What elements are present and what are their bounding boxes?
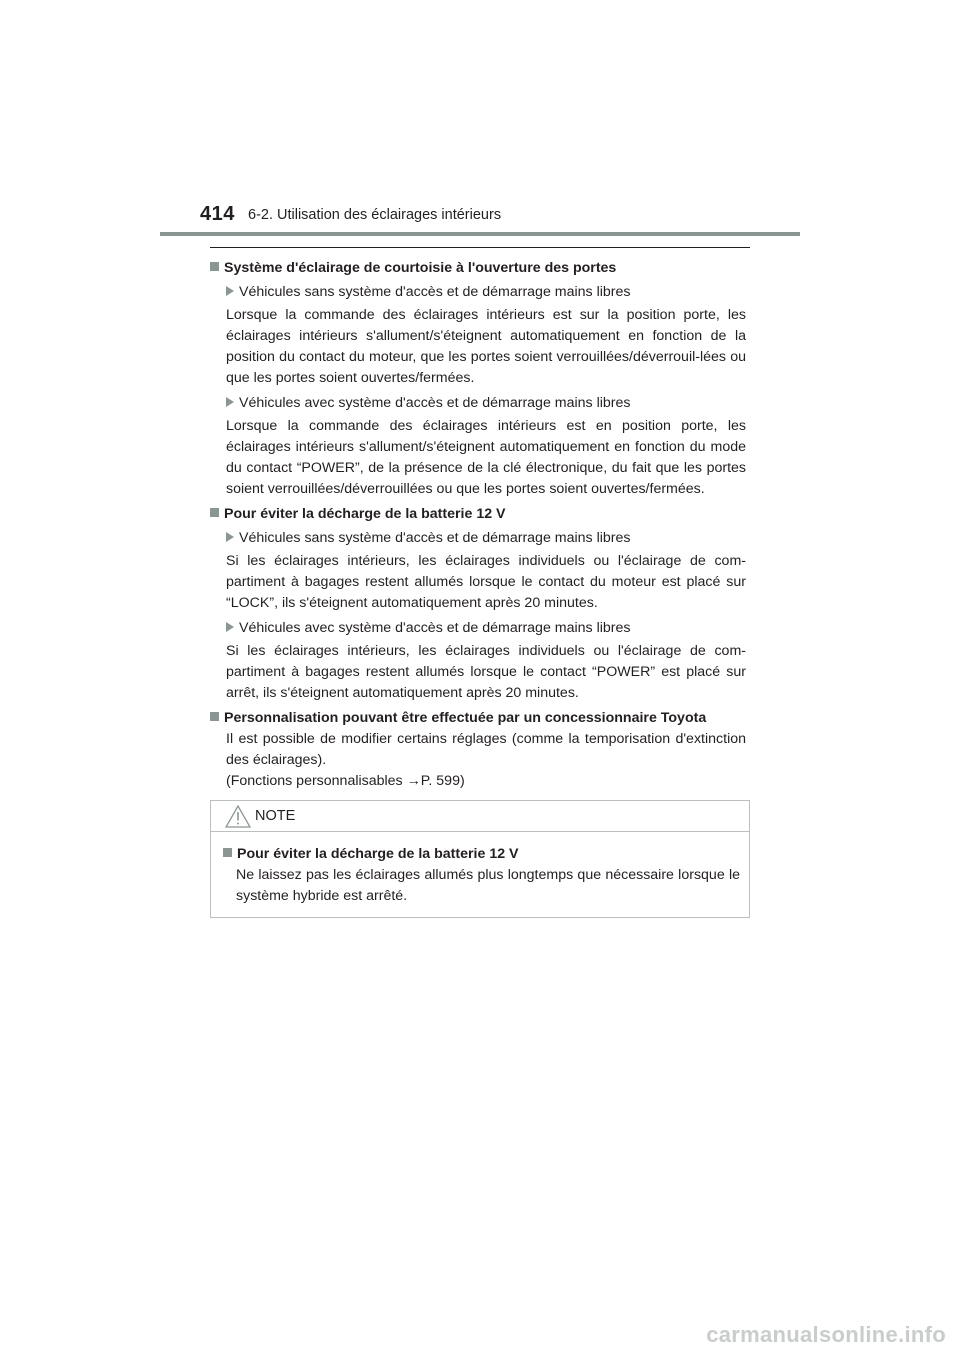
square-bullet-icon <box>210 508 219 517</box>
triangle-bullet-icon <box>226 286 234 296</box>
note-section-heading-text: Pour éviter la décharge de la batterie 12 V <box>237 846 519 862</box>
content-rule <box>210 247 750 248</box>
sub-heading <box>226 282 746 303</box>
main-content <box>210 258 746 796</box>
paragraph: Lorsque la commande des éclairages intérieurs est en position porte, les éclairages intérieurs s'allument/s'éteignent automatiquement en fonction du mode du contact “POWER”, de la présence de la clé électronique, du fait que les portes soient verrouillées/déverrouillées ou que les portes soient ouvertes/fermées. <box>226 418 746 497</box>
sub-heading <box>226 393 746 414</box>
page-number: 414 <box>200 203 235 225</box>
note-body <box>211 832 749 907</box>
paragraph: Lorsque la commande des éclairages intérieurs est sur la position porte, les éclairages intérieurs s'allument/s'éteignent automatiquement en fonction de la position du contact du moteur, que les portes soient verrouillées/déverrouil-lées ou que les portes soient ouvertes/fermées. <box>226 307 746 386</box>
paragraph: Si les éclairages intérieurs, les éclairages individuels ou l'éclairage de com-partiment à bagages restent allumés lorsque le contact du moteur est placé sur “LOCK”, ils s'éteignent automatiquement après 20 minutes. <box>226 553 746 611</box>
cross-reference: (Fonctions personnalisables →P. 599) <box>226 773 465 789</box>
note-title: NOTE <box>255 808 296 824</box>
square-bullet-icon <box>223 848 232 857</box>
section-heading-text: Pour éviter la décharge de la batterie 12 V <box>224 506 506 522</box>
note-section-heading <box>223 844 740 865</box>
triangle-bullet-icon <box>226 622 234 632</box>
sub-heading-text: Véhicules sans système d'accès et de démarrage mains libres <box>239 284 631 300</box>
section-heading-text: Système d'éclairage de courtoisie à l'ouverture des portes <box>224 260 617 276</box>
watermark: carmanualsonline.info <box>706 1322 946 1347</box>
triangle-bullet-icon <box>226 397 234 407</box>
sub-heading-text: Véhicules avec système d'accès et de démarrage mains libres <box>239 620 631 636</box>
sub-heading <box>226 528 746 549</box>
section-heading <box>210 258 746 279</box>
paragraph: Il est possible de modifier certains réglages (comme la temporisation d'extinction des éclairages). <box>226 731 746 768</box>
note-header <box>211 801 749 832</box>
triangle-bullet-icon <box>226 532 234 542</box>
section-heading-text: Personnalisation pouvant être effectuée par un concessionnaire Toyota <box>224 710 707 726</box>
paragraph: Si les éclairages intérieurs, les éclairages individuels ou l'éclairage de com-partiment à bagages restent allumés lorsque le contact “POWER” est placé sur arrêt, ils s'éteignent automatiquement après 20 minutes. <box>226 643 746 701</box>
section-heading <box>210 504 746 525</box>
note-paragraph: Ne laissez pas les éclairages allumés plus longtemps que nécessaire lorsque le système hybride est arrêté. <box>236 867 740 904</box>
square-bullet-icon <box>210 262 219 271</box>
header-rule <box>160 232 800 236</box>
warning-triangle-icon <box>225 805 251 828</box>
section-heading <box>210 708 746 729</box>
note-box <box>210 800 750 918</box>
section-title: 6-2. Utilisation des éclairages intérieurs <box>248 207 502 223</box>
sub-heading <box>226 618 746 639</box>
sub-heading-text: Véhicules avec système d'accès et de démarrage mains libres <box>239 395 631 411</box>
square-bullet-icon <box>210 712 219 721</box>
sub-heading-text: Véhicules sans système d'accès et de démarrage mains libres <box>239 530 631 546</box>
